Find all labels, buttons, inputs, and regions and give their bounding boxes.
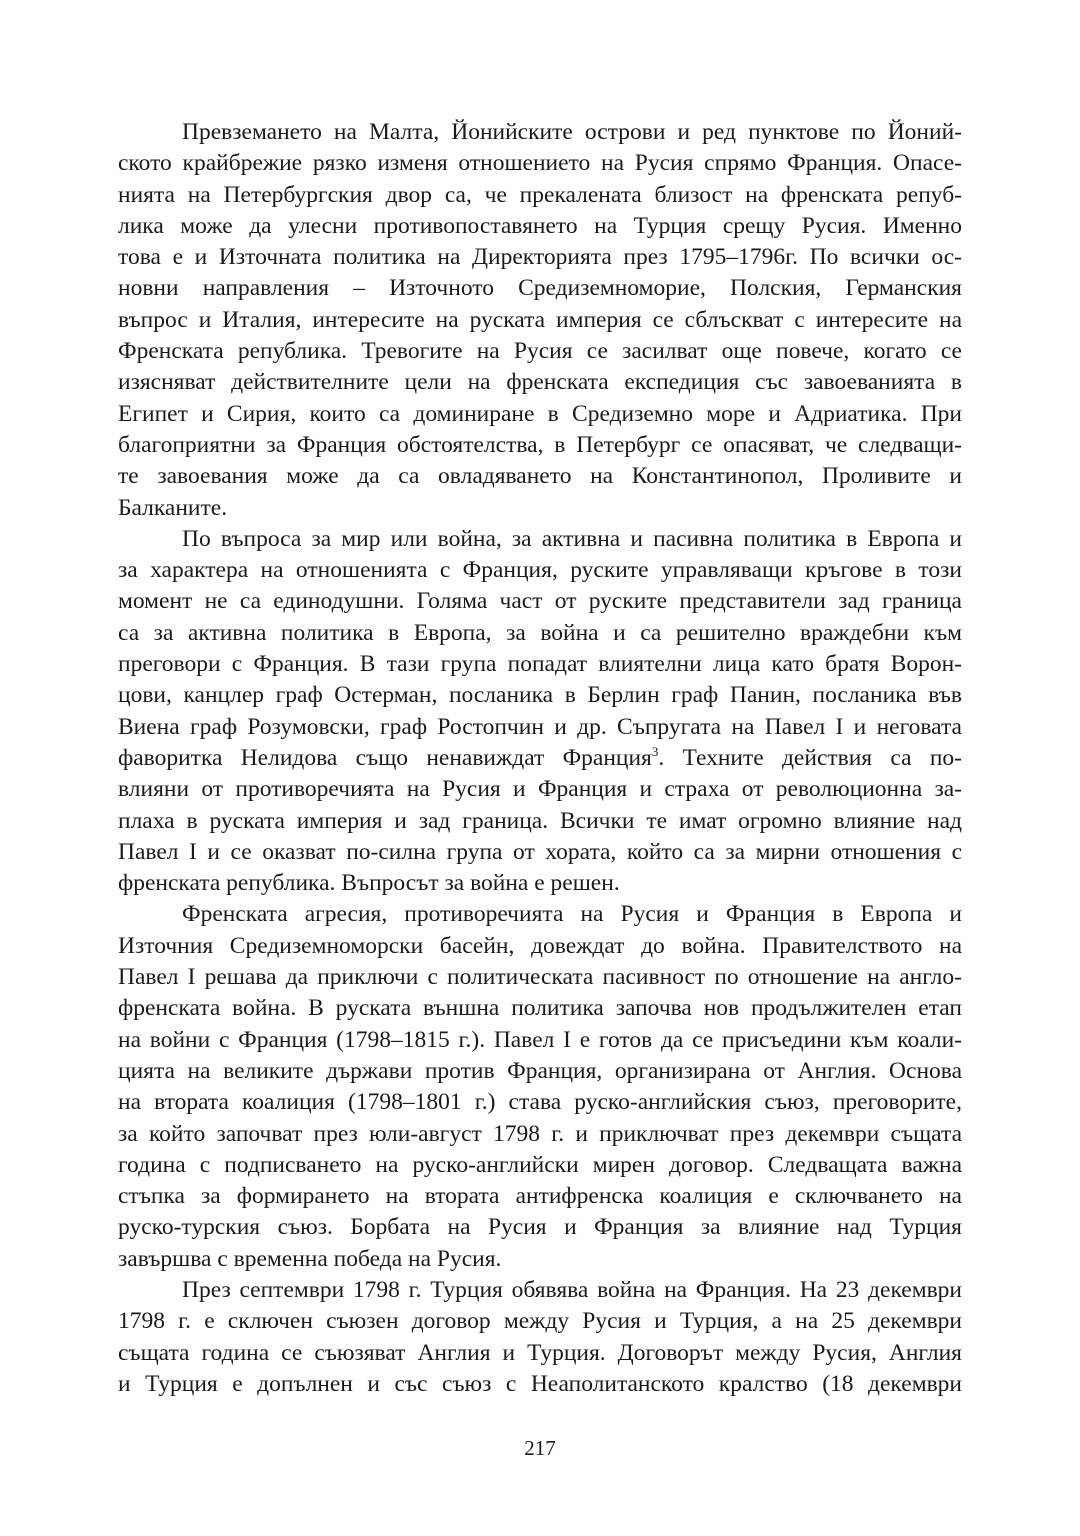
text-segment: . Техните действия са по- [658,744,962,771]
text-line: лика може да улесни противопоставянето на Турция срещу Русия. Именно [118,212,962,239]
text-line: изясняват действителните цели на френската експедиция със завоеванията в [118,369,962,396]
text-line: руско-турския съюз. Борбата на Русия и Франция за влияние над Турция [118,1214,962,1241]
footnote-marker: 3 [651,744,659,760]
text-line: благоприятни за Франция обстоятелства, в Петербург се опасяват, че следващи- [118,431,962,458]
text-line: По въпроса за мир или война, за активна и пасивна политика в Европа и [182,525,962,552]
text-line: нията на Петербургския двор са, че прекалената близост на френската репуб- [118,181,962,208]
text-line: Павел I и се оказват по-силна група от хората, който са за мирни отношения с [118,838,962,865]
text-line: френската война. В руската външна политика започва нов продължителен етап [118,995,962,1022]
text-line: за характера на отношенията с Франция, руските управляващи кръгове в този [118,557,962,584]
text-line: Френската агресия, противоречията на Русия и Франция в Европа и [182,901,962,928]
text-line: 1798 г. е сключен съюзен договор между Русия и Турция, а на 25 декември [118,1308,962,1335]
page-number: 217 [524,1436,556,1460]
paragraph [118,524,962,900]
text-line: за който започват през юли-август 1798 г. и приключват през декември същата [118,1120,962,1147]
text-line-with-footnote [118,743,962,774]
text-line: ското крайбрежие рязко изменя отношението на Русия спрямо Франция. Опасе- [118,150,962,177]
text-line: новни направления – Източното Средиземноморие, Полския, Германския [118,275,962,302]
text-line: на войни с Франция (1798–1815 г.). Павел I е готов да се присъедини към коали- [118,1026,962,1053]
text-line: Превземането на Малта, Йонийските острови и ред пунктове по Йоний- [182,119,962,145]
text-line: Павел I решава да приключи с политическата пасивност по отношение на англо- [118,964,962,991]
text-line: плаха в руската империя и зад граница. Всички те имат огромно влияние над [118,807,962,834]
text-line: същата година се съюзяват Англия и Турция. Договорът между Русия, Англия [118,1339,962,1366]
body-text [118,117,962,1400]
text-line: стъпка за формирането на втората антифренска коалиция е сключването на [118,1183,962,1210]
text-line: момент не са единодушни. Голяма част от руските представители зад граница [118,588,962,615]
text-line: Френската република. Тревогите на Русия се засилват още повече, когато се [118,338,962,365]
text-line: През септември 1798 г. Турция обявява война на Франция. На 23 декември [182,1276,962,1303]
text-line: преговори с Франция. В тази група попадат влиятелни лица като братя Ворон- [118,651,962,678]
text-line: са за активна политика в Европа, за война и са решително враждебни към [118,619,962,646]
text-line: година с подписването на руско-английски мирен договор. Следващата важна [118,1151,962,1178]
text-line: френската република. Въпросът за война е решен. [118,870,620,897]
text-line: това е и Източната политика на Директорията през 1795–1796г. По всички ос- [118,244,962,271]
text-line: въпрос и Италия, интересите на руската империя се сблъскват с интересите на [118,306,962,333]
text-line: Египет и Сирия, които са доминиране в Средиземно море и Адриатика. При [118,400,962,427]
text-line: влияни от противоречията на Русия и Франция и страха от революционна за- [118,776,962,803]
paragraph [118,117,962,524]
text-line: завършва с временна победа на Русия. [118,1245,502,1272]
text-segment: фаворитка Нелидова също ненавиждат Франция [118,744,652,771]
text-line: на втората коалиция (1798–1801 г.) става руско-английския съюз, преговорите, [118,1089,962,1116]
paragraph [118,899,962,1275]
text-line: те завоевания може да са овладяването на Константинопол, Проливите и [118,463,962,490]
text-line: цови, канцлер граф Остерман, посланика в Берлин граф Панин, посланика във [118,682,962,709]
text-line: Източния Средиземноморски басейн, довеждат до война. Правителството на [118,932,962,959]
text-line: Балканите. [118,494,228,521]
text-line: Виена граф Розумовски, граф Ростопчин и др. Съпругата на Павел I и неговата [118,713,962,740]
paragraph [118,1275,962,1400]
text-line: цията на великите държави против Франция, организирана от Англия. Основа [118,1057,962,1084]
text-line: и Турция е допълнен и със съюз с Неаполитанското кралство (18 декември [118,1370,962,1397]
